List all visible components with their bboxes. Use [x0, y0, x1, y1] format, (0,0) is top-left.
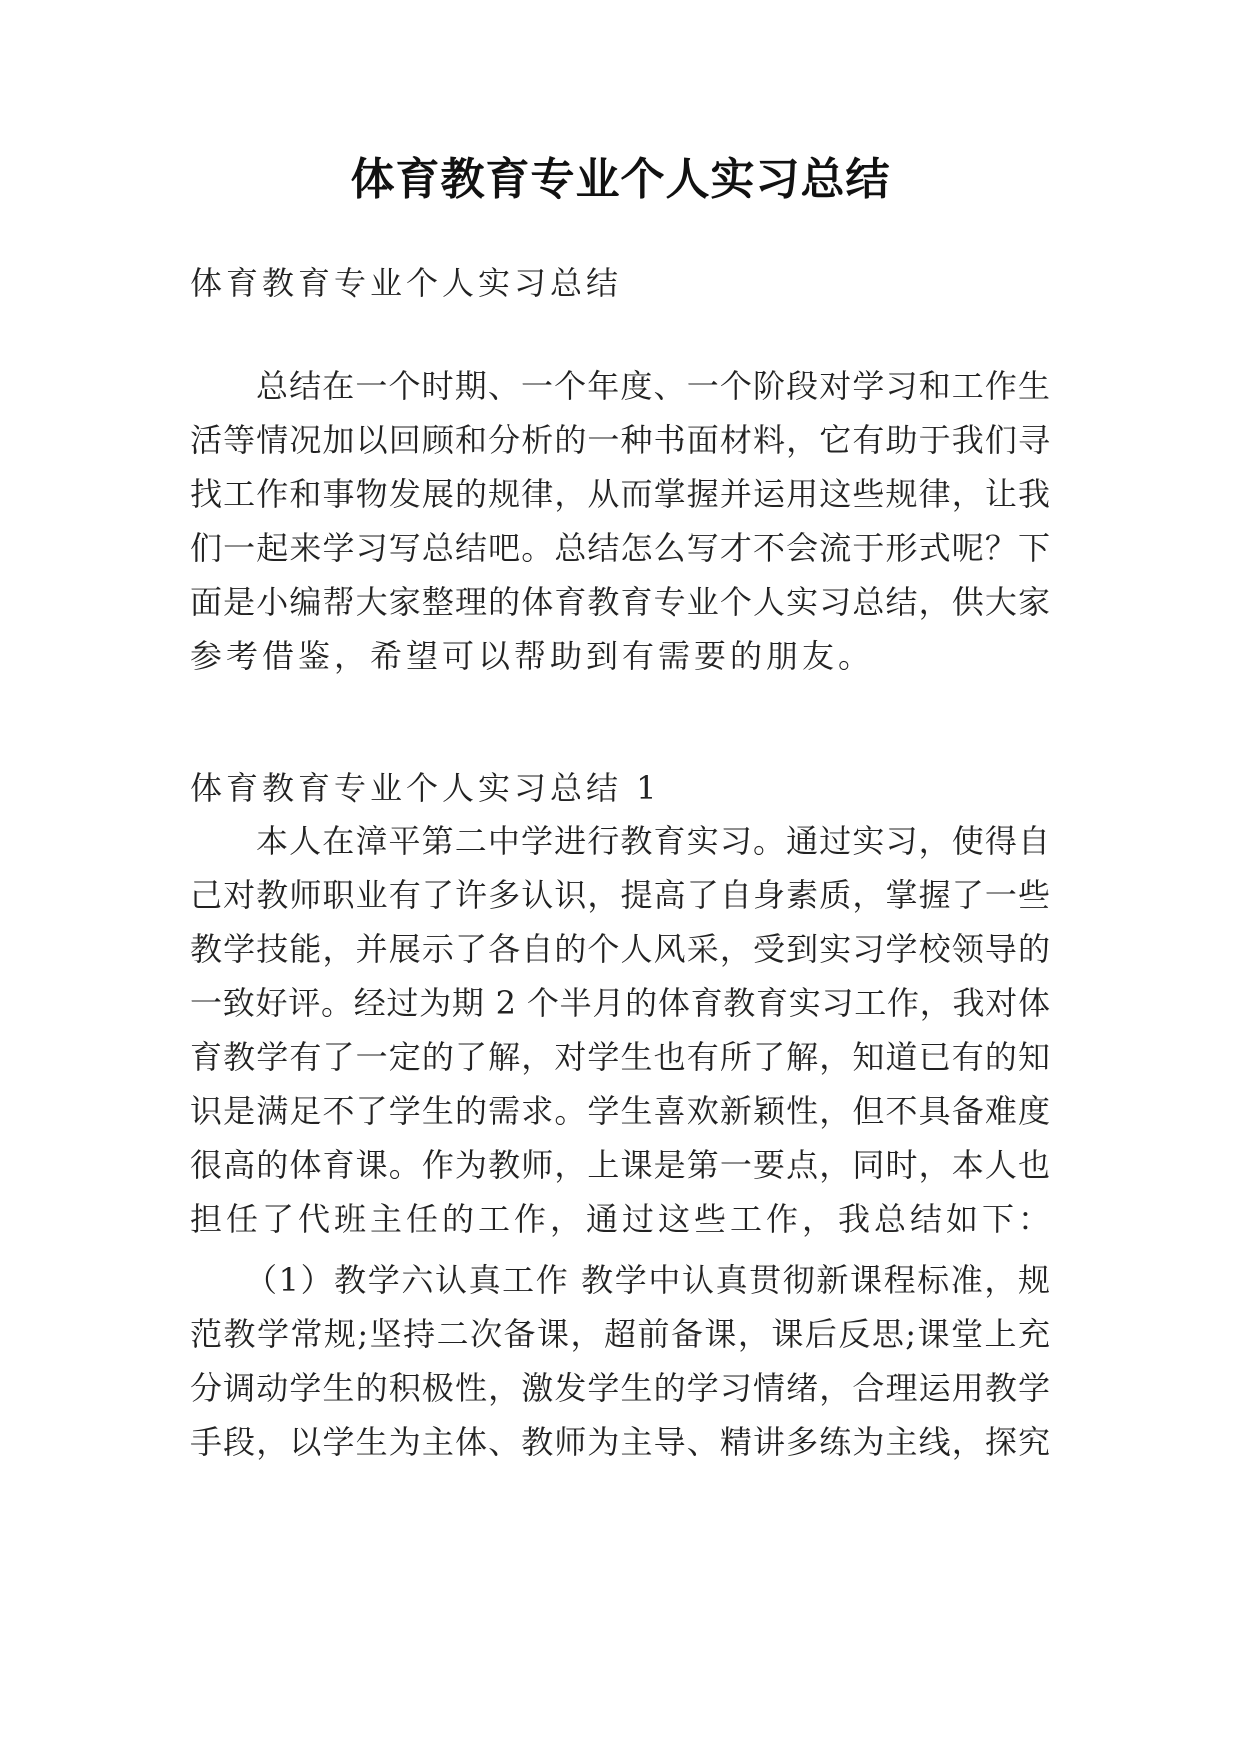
paragraph-line: （1）教学六认真工作 教学中认真贯彻新课程标准，规 — [245, 1261, 1050, 1299]
paragraph-line: 面是小编帮大家整理的体育教育专业个人实习总结，供大家 — [190, 583, 1050, 621]
paragraph-line: 总结在一个时期、一个年度、一个阶段对学习和工作生 — [256, 367, 1050, 405]
section-heading: 体育教育专业个人实习总结 1 — [190, 769, 661, 807]
paragraph-line: 范教学常规;坚持二次备课，超前备课，课后反思;课堂上充 — [190, 1315, 1050, 1353]
paragraph-line: 本人在漳平第二中学进行教育实习。通过实习，使得自 — [256, 822, 1050, 860]
paragraph-line: 活等情况加以回顾和分析的一种书面材料，它有助于我们寻 — [190, 421, 1050, 459]
paragraph-line: 一致好评。经过为期 2 个半月的体育教育实习工作，我对体 — [190, 984, 1050, 1022]
paragraph-line: 们一起来学习写总结吧。总结怎么写才不会流于形式呢？下 — [190, 529, 1050, 567]
paragraph-line: 参考借鉴，希望可以帮助到有需要的朋友。 — [190, 637, 875, 675]
paragraph-line: 手段，以学生为主体、教师为主导、精讲多练为主线，探究 — [190, 1423, 1050, 1461]
paragraph-line: 分调动学生的积极性，激发学生的学习情绪，合理运用教学 — [190, 1369, 1050, 1407]
paragraph-line: 担任了代班主任的工作，通过这些工作，我总结如下： — [190, 1200, 1055, 1238]
paragraph-line: 己对教师职业有了许多认识，提高了自身素质，掌握了一些 — [190, 876, 1050, 914]
paragraph-line: 育教学有了一定的了解，对学生也有所了解，知道已有的知 — [190, 1038, 1050, 1076]
paragraph-line: 识是满足不了学生的需求。学生喜欢新颖性，但不具备难度 — [190, 1092, 1050, 1130]
document-subtitle: 体育教育专业个人实习总结 — [190, 264, 623, 302]
document-title: 体育教育专业个人实习总结 — [350, 154, 891, 205]
paragraph-line: 很高的体育课。作为教师，上课是第一要点，同时，本人也 — [190, 1146, 1050, 1184]
paragraph-line: 找工作和事物发展的规律，从而掌握并运用这些规律，让我 — [190, 475, 1050, 513]
paragraph-line: 教学技能，并展示了各自的个人风采，受到实习学校领导的 — [190, 930, 1050, 968]
